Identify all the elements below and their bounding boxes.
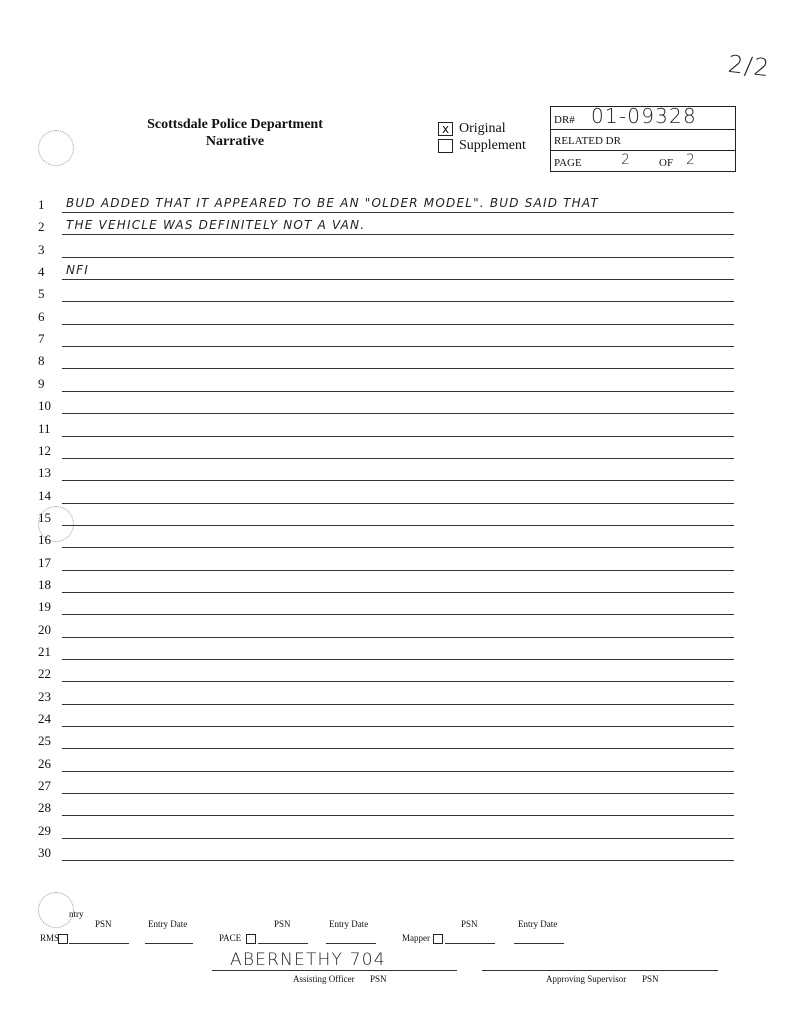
- related-dr-label: RELATED DR: [554, 135, 621, 147]
- narrative-rule: [62, 279, 734, 280]
- line-number: 29: [38, 823, 51, 838]
- of-label: OF: [659, 157, 674, 169]
- line-number: 12: [38, 443, 51, 458]
- original-checkbox[interactable]: x: [438, 122, 453, 136]
- narrative-rule: [62, 391, 734, 392]
- of-value: 2: [686, 152, 697, 168]
- page-label: PAGE: [554, 157, 582, 169]
- narrative-line-text: NFI: [66, 263, 90, 277]
- department-name: Scottsdale Police Department: [147, 117, 323, 132]
- line-number: 5: [38, 286, 45, 301]
- narrative-rule: [62, 436, 734, 437]
- pace-psn-label: PSN: [274, 919, 291, 929]
- narrative-rule: [62, 234, 734, 235]
- line-number: 10: [38, 398, 51, 413]
- line-number: 11: [38, 421, 51, 436]
- assisting-officer-signature: ABERNETHY 704: [230, 950, 386, 970]
- line-number: 22: [38, 666, 51, 681]
- narrative-rule: [62, 637, 734, 638]
- narrative-line-text: THE VEHICLE WAS DEFINITELY NOT A VAN.: [66, 218, 366, 232]
- supplement-option[interactable]: [438, 138, 526, 154]
- narrative-rule: [62, 547, 734, 548]
- narrative-rule: [62, 503, 734, 504]
- line-number: 25: [38, 733, 51, 748]
- mapper-psn-line: [445, 943, 495, 944]
- line-number: 27: [38, 778, 51, 793]
- page-row: [551, 150, 735, 172]
- approving-supervisor-psn-label: PSN: [642, 974, 659, 984]
- narrative-rule: [62, 793, 734, 794]
- line-number: 24: [38, 711, 51, 726]
- line-number: 6: [38, 309, 45, 324]
- punch-hole: [38, 892, 74, 928]
- rms-psn-label: PSN: [95, 919, 112, 929]
- mapper-label: Mapper: [402, 933, 430, 943]
- narrative-rule: [62, 659, 734, 660]
- related-dr-row: [551, 129, 735, 151]
- line-number: 8: [38, 353, 45, 368]
- mapper-entry-date-label: Entry Date: [518, 919, 558, 929]
- dr-value: 01-09328: [591, 104, 697, 128]
- narrative-rule: [62, 413, 734, 414]
- mapper-checkbox[interactable]: [433, 934, 443, 944]
- narrative-rule: [62, 301, 734, 302]
- assisting-officer-psn-label: PSN: [370, 974, 387, 984]
- page-count-mark: 2/2: [726, 49, 772, 83]
- line-number: 16: [38, 532, 51, 547]
- narrative-rule: [62, 324, 734, 325]
- line-number: 30: [38, 845, 51, 860]
- narrative-rule: [62, 726, 734, 727]
- narrative-rule: [62, 458, 734, 459]
- dr-row: [551, 104, 735, 129]
- line-number: 15: [38, 510, 51, 525]
- mapper-psn-label: PSN: [461, 919, 478, 929]
- line-number: 17: [38, 555, 51, 570]
- line-number: 20: [38, 622, 51, 637]
- supplement-checkbox[interactable]: [438, 139, 453, 153]
- line-number: 1: [38, 197, 45, 212]
- narrative-rule: [62, 748, 734, 749]
- narrative-rule: [62, 838, 734, 839]
- line-number: 4: [38, 264, 45, 279]
- narrative-rule: [62, 771, 734, 772]
- narrative-rule: [62, 704, 734, 705]
- narrative-rule: [62, 860, 734, 861]
- pace-checkbox[interactable]: [246, 934, 256, 944]
- narrative-rule: [62, 480, 734, 481]
- original-option[interactable]: [438, 121, 526, 137]
- narrative-rule: [62, 592, 734, 593]
- page-value: 2: [621, 152, 632, 168]
- pace-label: PACE: [219, 933, 242, 943]
- dr-number-box: [550, 106, 736, 172]
- form-title: Narrative: [205, 134, 265, 149]
- narrative-rule: [62, 614, 734, 615]
- line-number: 18: [38, 577, 51, 592]
- form-header: [125, 116, 345, 150]
- line-number: 9: [38, 376, 45, 391]
- approving-supervisor-label: Approving Supervisor: [546, 974, 627, 984]
- assisting-officer-line: [212, 970, 457, 971]
- approving-supervisor-line: [482, 970, 718, 971]
- narrative-rule: [62, 257, 734, 258]
- mapper-entry-date-line: [514, 943, 564, 944]
- rms-psn-line: [69, 943, 129, 944]
- line-number: 2: [38, 219, 45, 234]
- narrative-rule: [62, 368, 734, 369]
- pace-entry-date-line: [326, 943, 376, 944]
- line-number: 28: [38, 800, 51, 815]
- narrative-rule: [62, 212, 734, 213]
- line-number: 13: [38, 465, 51, 480]
- rms-label: RMS: [40, 933, 60, 943]
- assisting-officer-label: Assisting Officer: [293, 974, 355, 984]
- line-number: 26: [38, 756, 51, 771]
- rms-entry-date-line: [145, 943, 193, 944]
- punch-hole: [38, 130, 74, 166]
- narrative-line-text: BUD ADDED THAT IT APPEARED TO BE AN "OLDER MODEL". BUD SAID THAT: [66, 196, 599, 210]
- line-number: 3: [38, 242, 45, 257]
- supplement-label: Supplement: [459, 138, 526, 153]
- narrative-rule: [62, 570, 734, 571]
- line-number: 23: [38, 689, 51, 704]
- line-number: 21: [38, 644, 51, 659]
- entry-label: ntry: [69, 909, 84, 919]
- line-number: 7: [38, 331, 45, 346]
- dr-label: DR#: [554, 114, 575, 126]
- rms-checkbox[interactable]: [58, 934, 68, 944]
- rms-entry-date-label: Entry Date: [148, 919, 188, 929]
- pace-psn-line: [258, 943, 308, 944]
- narrative-rule: [62, 815, 734, 816]
- narrative-rule: [62, 525, 734, 526]
- narrative-rule: [62, 346, 734, 347]
- line-number: 14: [38, 488, 51, 503]
- report-type-group: [438, 121, 526, 154]
- original-label: Original: [459, 121, 506, 136]
- narrative-rule: [62, 681, 734, 682]
- pace-entry-date-label: Entry Date: [329, 919, 369, 929]
- line-number: 19: [38, 599, 51, 614]
